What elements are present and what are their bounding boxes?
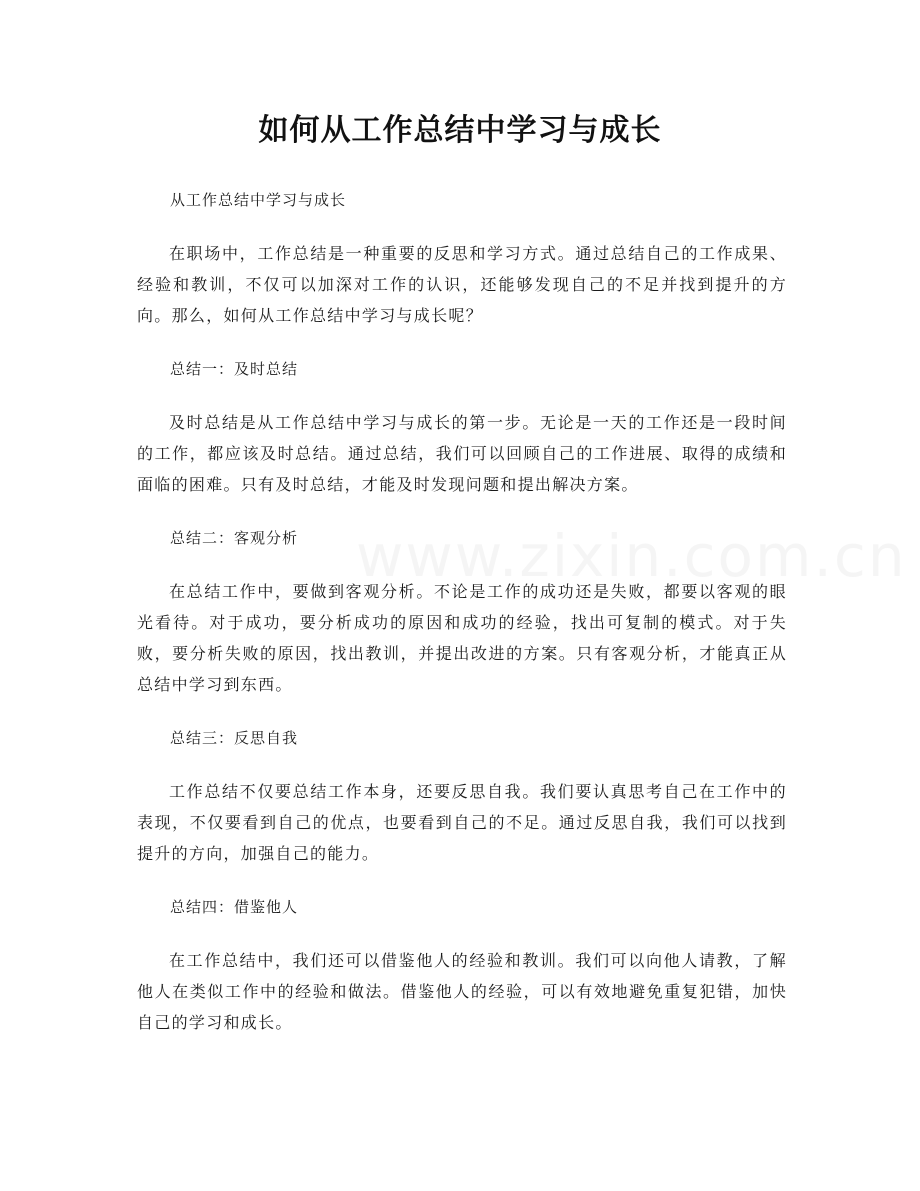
section-heading-4: 总结四：借鉴他人 (170, 898, 299, 916)
section-body-4: 在工作总结中，我们还可以借鉴他人的经验和教训。我们可以向他人请教，了解他人在类似工作中的经验和做法。借鉴他人的经验，可以有效地避免重复犯错，加快自己的学习和成长。 (137, 951, 787, 1032)
section-heading-2: 总结二：客观分析 (170, 529, 299, 547)
section-heading-3: 总结三：反思自我 (170, 729, 299, 747)
section-body-1: 及时总结是从工作总结中学习与成长的第一步。无论是一天的工作还是一段时间的工作，都应该及时总结。通过总结，我们可以回顾自己的工作进展、取得的成绩和面临的困难。只有及时总结，才能及时发现问题和提出解决方案。 (137, 413, 787, 494)
document-body (137, 181, 787, 1057)
intro-paragraph: 在职场中，工作总结是一种重要的反思和学习方式。通过总结自己的工作成果、经验和教训，不仅可以加深对工作的认识，还能够发现自己的不足并找到提升的方向。那么，如何从工作总结中学习与成长呢？ (137, 244, 787, 325)
document-title: 如何从工作总结中学习与成长 (258, 113, 662, 148)
section-heading-1: 总结一：及时总结 (170, 360, 299, 378)
watermark: www.zixin.com.cn (356, 522, 907, 590)
document-subtitle: 从工作总结中学习与成长 (170, 191, 347, 209)
section-body-3: 工作总结不仅要总结工作本身，还要反思自我。我们要认真思考自己在工作中的表现，不仅要看到自己的优点，也要看到自己的不足。通过反思自我，我们可以找到提升的方向，加强自己的能力。 (137, 782, 787, 863)
section-body-2: 在总结工作中，要做到客观分析。不论是工作的成功还是失败，都要以客观的眼光看待。对于成功，要分析成功的原因和成功的经验，找出可复制的模式。对于失败，要分析失败的原因，找出教训，并提出改进的方案。只有客观分析，才能真正从总结中学习到东西。 (137, 582, 787, 694)
